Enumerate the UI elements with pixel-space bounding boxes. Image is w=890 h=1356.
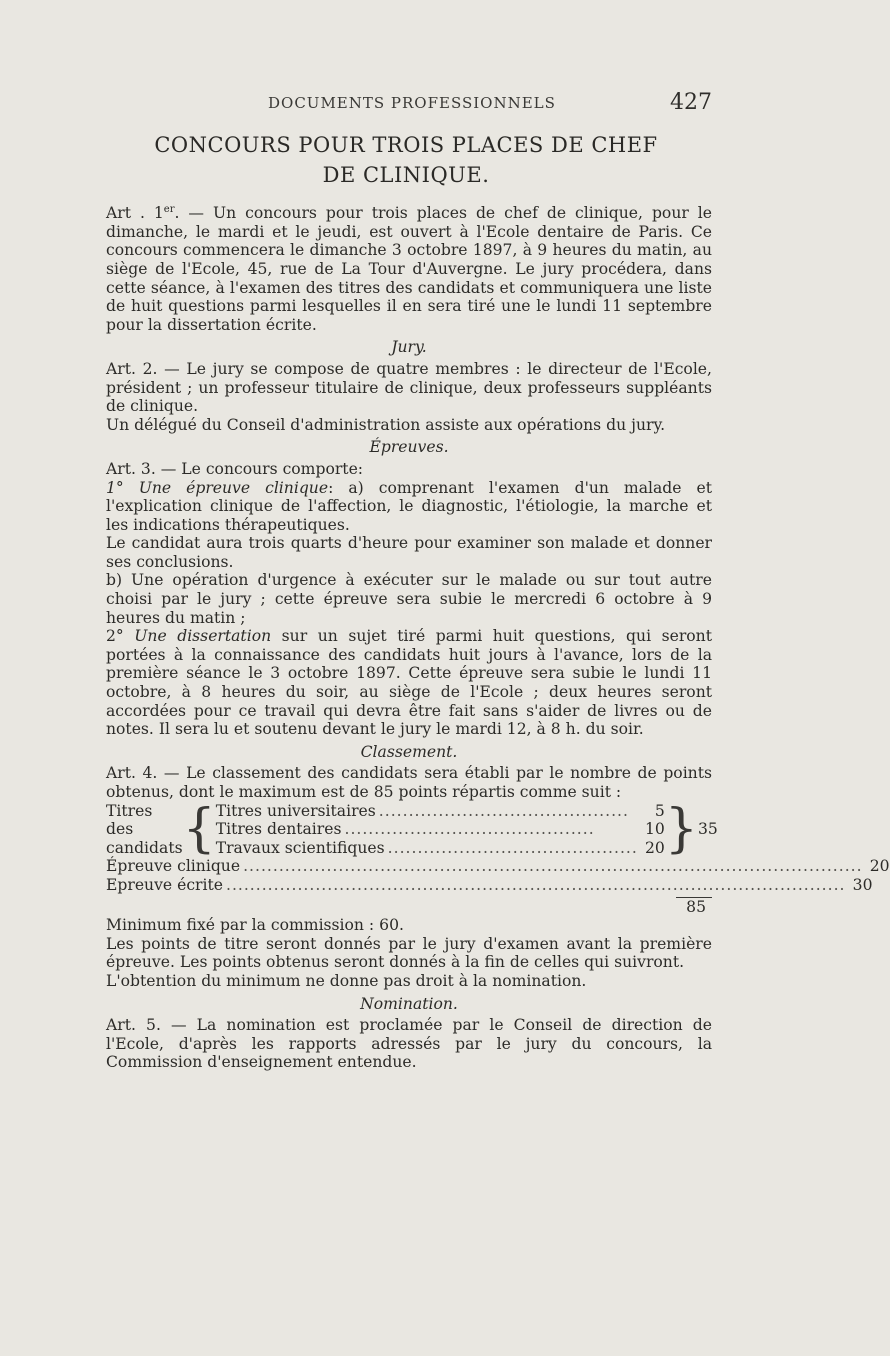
dot-leader: ........................................................................................................ — [243, 857, 863, 876]
article-1-sup: er — [163, 204, 175, 215]
item-2-num: 2° — [106, 627, 124, 646]
score-label: Epreuve écrite — [106, 875, 223, 894]
document-body — [106, 201, 890, 1072]
article-3-item-1b: b) Une opération d'urgence à exécuter sur le malade ou sur tout autre choisi par le jury ; cette épreuve sera subie le mercredi 6 octobre à 9 heures du matin ; — [106, 571, 712, 627]
item-1-text: : a) comprenant l'examen d'un malade et l'explication clinique de l'affection, le diagnostic, l'étiologie, la marche et les indications thérapeutiques. — [106, 478, 712, 534]
item-2-label: Une dissertation — [134, 627, 272, 646]
section-jury-heading: Jury. — [391, 338, 427, 357]
section-epreuves-heading: Épreuves. — [369, 438, 449, 457]
dot-leader: ........................................................................................................ — [225, 875, 846, 894]
sub-item-row — [216, 802, 665, 821]
sub-item-value: 5 — [654, 801, 665, 820]
sub-item-row — [216, 820, 665, 839]
group-label-cell — [106, 802, 183, 858]
minimum-note: Minimum fixé par la commission : 60. — [106, 916, 404, 935]
section-classement-heading: Classement. — [360, 742, 458, 761]
article-3-item-1-note: Le candidat aura trois quarts d'heure pour examiner son malade et donner ses conclusions. — [106, 534, 712, 571]
page-header — [100, 92, 712, 116]
article-1 — [106, 201, 712, 334]
points-table — [106, 799, 718, 860]
score-value: 20 — [869, 857, 890, 876]
sub-item-value: 20 — [645, 838, 665, 857]
dot-leader: .......................................... — [344, 820, 595, 839]
sub-items-cell — [216, 802, 665, 858]
group-label: Titres des candidats — [106, 801, 183, 857]
article-2: Art. 2. — Le jury se compose de quatre membres : le directeur de l'Ecole, président ; un professeur titulaire de clinique, deux professeurs suppléants de clinique. — [106, 359, 712, 416]
dot-leader: .......................................... — [378, 801, 629, 820]
sub-item-label: Titres universitaires — [215, 801, 376, 820]
item-2-text: sur un sujet tiré parmi huit questions, qui seront portées à la connaissance des candidats huit jours à l'avance, lors de la première séance le 3 octobre 1897. Cette épreuve sera subie le lundi 11 octobre, à 8 heures du soir, au siège de l'Ecole ; deux heures seront accordées pour ce travail qui devra être fait sans s'aider de livres ou de notes. Il sera lu et soutenu devant le jury le mardi 12, à 8 h. du soir. — [106, 627, 712, 739]
page-number: 427 — [670, 90, 712, 115]
item-1-label: 1° Une épreuve clinique — [106, 478, 329, 497]
dot-leader: .......................................... — [387, 838, 638, 857]
article-3-item-2 — [106, 627, 712, 739]
article-2-delegate: Un délégué du Conseil d'administration assiste aux opérations du jury. — [106, 415, 666, 434]
sub-item-label: Travaux scientifiques — [215, 838, 385, 857]
score-label: Épreuve clinique — [106, 857, 241, 876]
minimum-rule-note: L'obtention du minimum ne donne pas droit à la nomination. — [106, 971, 587, 990]
page-title — [100, 130, 712, 190]
article-4-intro: Art. 4. — Le classement des candidats sera établi par le nombre de points obtenus, dont le maximum est de 85 points répartis comme suit : — [106, 764, 712, 801]
sub-item-label: Titres dentaires — [215, 820, 342, 839]
article-3-item-1 — [106, 479, 712, 535]
score-total: 85 — [686, 897, 706, 916]
title-line-1: CONCOURS POUR TROIS PLACES DE CHEF — [154, 133, 658, 157]
sub-item-row — [216, 839, 665, 858]
article-5: Art. 5. — La nomination est proclamée par le Conseil de direction de l'Ecole, d'après les rapports adressés par le jury du concours, la Commission d'enseignement entendue. — [106, 1016, 712, 1072]
article-1-text: . — Un concours pour trois places de chef de clinique, pour le dimanche, le mardi et le jeudi, est ouvert à l'Ecole dentaire de Paris. Ce concours commencera le dimanche 3 octobre 1897, à 9 heures du matin, au siège de l'Ecole, 45, rue de La Tour d'Auvergne. Le jury procédera, dans cette séance, à l'examen des titres des candidats et communiquera une liste de huit questions parmi lesquelles il en sera tiré une le lundi 11 septembre pour la dissertation écrite. — [106, 204, 712, 334]
score-row — [106, 857, 890, 876]
score-value: 30 — [852, 875, 873, 894]
points-note: Les points de titre seront donnés par le jury d'examen avant la première épreuve. Les points obtenus seront donnés à la fin de celles qui suivront. — [106, 934, 712, 972]
left-brace: { — [182, 799, 216, 860]
title-line-2: DE CLINIQUE. — [322, 163, 490, 187]
running-head: DOCUMENTS PROFESSIONNELS — [268, 94, 556, 112]
article-3-intro: Art. 3. — Le concours comporte: — [106, 459, 364, 478]
group-total: 35 — [697, 820, 718, 839]
right-brace: } — [664, 799, 698, 860]
section-nomination-heading: Nomination. — [360, 994, 458, 1013]
score-row — [106, 875, 873, 895]
sub-item-value: 10 — [645, 820, 665, 839]
article-1-prefix: Art . 1 — [106, 204, 164, 223]
